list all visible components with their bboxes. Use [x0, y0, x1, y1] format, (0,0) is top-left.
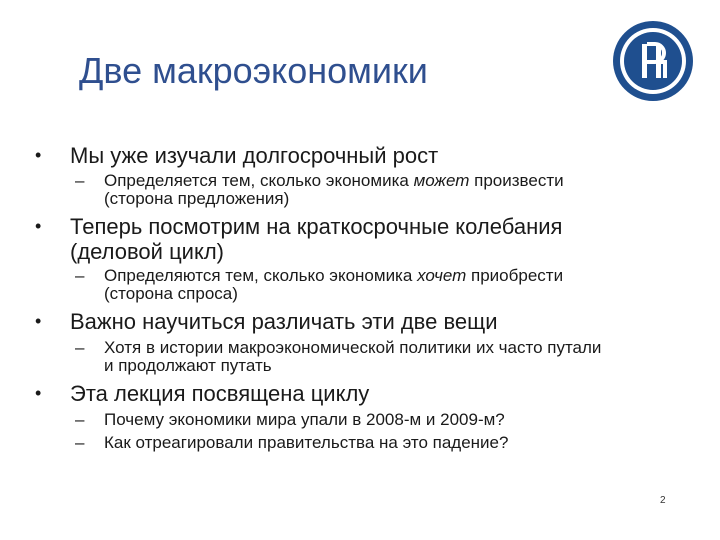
bullet-text-line2: (деловой цикл): [70, 239, 224, 264]
page-number: 2: [660, 495, 666, 506]
bullet-marker: •: [35, 311, 42, 331]
sub-bullet-text: [104, 339, 704, 375]
bullet-text-line1: Теперь посмотрим на краткосрочные колебания: [70, 214, 563, 239]
sub-bullet-text-line2: и продолжают путать: [104, 356, 272, 375]
bullet-text: [70, 214, 690, 264]
sub-bullet-text: Почему экономики мира упали в 2008-м и 2009-м?: [104, 410, 505, 429]
bullet-text: Эта лекция посвящена циклу: [70, 381, 370, 406]
sub-bullet-text-part: произвести: [469, 171, 564, 190]
sub-bullet-text-part: Определяется тем, сколько экономика: [104, 171, 414, 190]
sub-bullet-marker: –: [75, 433, 85, 452]
sub-bullet-text-part: Определяются тем, сколько экономика: [104, 266, 418, 285]
sub-bullet-emphasis: хочет: [417, 266, 467, 285]
sub-bullet-text: Как отреагировали правительства на это падение?: [104, 433, 509, 452]
sub-bullet-text: [104, 172, 704, 208]
bullet-marker: •: [35, 383, 42, 403]
bullet-marker: •: [35, 216, 42, 236]
sub-bullet-marker: –: [75, 266, 85, 285]
sub-bullet-marker: –: [75, 338, 85, 357]
sub-bullet-text-line2: (сторона спроса): [104, 284, 238, 303]
sub-bullet-text-part: приобрести: [466, 266, 564, 285]
sub-bullet-marker: –: [75, 410, 85, 429]
sub-bullet-text-line2: (сторона предложения): [104, 189, 290, 208]
sub-bullet-text: [104, 267, 704, 303]
bullet-text: Важно научиться различать эти две вещи: [70, 309, 498, 334]
sub-bullet-text-line1: Хотя в истории макроэкономической политики их часто путали: [104, 338, 602, 357]
sub-bullet-marker: –: [75, 171, 85, 190]
bullet-marker: •: [35, 145, 42, 165]
hse-logo-icon: [612, 20, 694, 102]
sub-bullet-emphasis: может: [413, 171, 470, 190]
slide-title: Две макроэкономики: [79, 50, 428, 91]
bullet-text: Мы уже изучали долгосрочный рост: [70, 143, 439, 168]
